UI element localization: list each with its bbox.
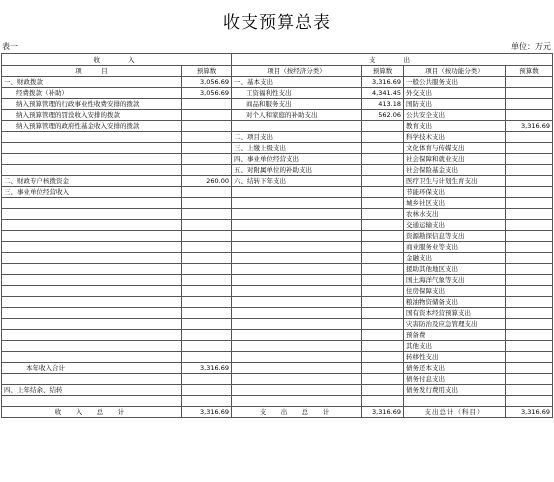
econ-budget-cell — [362, 286, 404, 297]
func-item-cell: 预备费 — [404, 330, 506, 341]
table-row — [2, 297, 553, 308]
income-budget-cell: 260.00 — [182, 176, 232, 187]
econ-budget-cell — [362, 264, 404, 275]
func-budget-cell — [506, 385, 553, 396]
econ-budget-cell — [362, 132, 404, 143]
header-row-sections — [2, 54, 553, 66]
func-budget-cell — [506, 88, 553, 99]
econ-item-cell — [232, 319, 362, 330]
econ-budget-cell — [362, 330, 404, 341]
func-item-cell: 社会保障和就业支出 — [404, 154, 506, 165]
func-item-cell: 住房保障支出 — [404, 286, 506, 297]
table-row — [2, 242, 553, 253]
func-item-cell: 国有资本经营预算支出 — [404, 308, 506, 319]
func-total-label: 支出总计（科目） — [404, 407, 506, 418]
func-budget-cell — [506, 99, 553, 110]
func-budget-cell — [506, 198, 553, 209]
func-budget-cell — [506, 209, 553, 220]
func-item-cell: 教育支出 — [404, 121, 506, 132]
func-item-cell: 一般公共服务支出 — [404, 77, 506, 88]
econ-item-cell — [232, 341, 362, 352]
expense-total-value: 3,316.69 — [362, 407, 404, 418]
econ-budget-cell — [362, 363, 404, 374]
econ-item-cell — [232, 242, 362, 253]
econ-item-cell — [232, 187, 362, 198]
econ-budget-cell — [362, 198, 404, 209]
func-item-cell: 债务还本支出 — [404, 363, 506, 374]
income-item-cell — [2, 154, 182, 165]
income-item-cell — [2, 165, 182, 176]
func-budget-cell — [506, 308, 553, 319]
func-budget-cell — [506, 374, 553, 385]
func-budget-cell — [506, 319, 553, 330]
func-budget-cell — [506, 187, 553, 198]
econ-budget-cell: 3,316.69 — [362, 77, 404, 88]
income-item-cell: 经费拨款（补助） — [2, 88, 182, 99]
econ-budget-cell — [362, 187, 404, 198]
table-row — [2, 330, 553, 341]
expense-total-label: 支 出 总 计 — [232, 407, 362, 418]
income-budget-cell: 3,056.69 — [182, 88, 232, 99]
income-budget-cell — [182, 308, 232, 319]
income-item-cell — [2, 198, 182, 209]
econ-item-cell: 三、上缴上级支出 — [232, 143, 362, 154]
econ-budget-cell — [362, 242, 404, 253]
func-item-cell: 商业服务业等支出 — [404, 242, 506, 253]
func-item-cell: 粮油物资储备支出 — [404, 297, 506, 308]
table-row — [2, 132, 553, 143]
income-budget-cell — [182, 297, 232, 308]
econ-item-cell — [232, 220, 362, 231]
func-item-cell: 援助其他地区支出 — [404, 264, 506, 275]
table-row — [2, 198, 553, 209]
func-item-cell: 社会保险基金支出 — [404, 165, 506, 176]
func-budget-cell — [506, 352, 553, 363]
econ-budget-cell — [362, 374, 404, 385]
econ-budget-cell — [362, 154, 404, 165]
table-row — [2, 165, 553, 176]
table-row — [2, 396, 553, 407]
econ-item-cell — [232, 374, 362, 385]
table-row — [2, 77, 553, 88]
income-total-label: 收 入 总 计 — [2, 407, 182, 418]
econ-budget-cell — [362, 275, 404, 286]
func-item-cell: 金融支出 — [404, 253, 506, 264]
econ-budget-cell — [362, 220, 404, 231]
income-item-cell — [2, 275, 182, 286]
func-item-cell: 交通运输支出 — [404, 220, 506, 231]
econ-item-cell: 五、对附属单位的补助支出 — [232, 165, 362, 176]
income-item-cell — [2, 132, 182, 143]
income-budget-cell — [182, 209, 232, 220]
econ-budget-header: 预算数 — [362, 66, 404, 77]
income-budget-cell — [182, 198, 232, 209]
table-row — [2, 176, 553, 187]
econ-item-cell: 二、项目支出 — [232, 132, 362, 143]
func-budget-cell — [506, 110, 553, 121]
income-item-cell — [2, 352, 182, 363]
econ-budget-cell — [362, 209, 404, 220]
income-budget-cell — [182, 275, 232, 286]
income-item-cell — [2, 297, 182, 308]
header-row-columns — [2, 66, 553, 77]
func-budget-cell — [506, 220, 553, 231]
econ-budget-cell — [362, 297, 404, 308]
table-row — [2, 275, 553, 286]
page-title: 收支预算总表 — [223, 13, 331, 33]
func-budget-cell — [506, 143, 553, 154]
income-item-cell — [2, 220, 182, 231]
income-budget-cell — [182, 231, 232, 242]
income-item-cell: 纳入预算管理的罚没收入安排的拨款 — [2, 110, 182, 121]
income-item-cell: 纳入预算管理的政府性基金收入安排的拨款 — [2, 121, 182, 132]
func-budget-cell — [506, 396, 553, 407]
func-budget-cell — [506, 363, 553, 374]
func-item-cell — [404, 396, 506, 407]
func-item-cell: 外交支出 — [404, 88, 506, 99]
table-row — [2, 374, 553, 385]
income-budget-cell — [182, 396, 232, 407]
func-item-header: 项目（按功能分类） — [404, 66, 506, 77]
func-item-cell: 科学技术支出 — [404, 132, 506, 143]
table-row — [2, 264, 553, 275]
econ-item-cell: 商品和服务支出 — [232, 99, 362, 110]
func-budget-header: 预算数 — [506, 66, 553, 77]
table-row — [2, 352, 553, 363]
func-budget-cell — [506, 242, 553, 253]
income-budget-cell — [182, 99, 232, 110]
func-item-cell: 农林水支出 — [404, 209, 506, 220]
func-item-cell: 转移性支出 — [404, 352, 506, 363]
func-budget-cell — [506, 77, 553, 88]
income-item-cell — [2, 253, 182, 264]
income-budget-cell — [182, 110, 232, 121]
econ-budget-cell — [362, 308, 404, 319]
income-budget-cell — [182, 286, 232, 297]
func-budget-cell — [506, 165, 553, 176]
income-total-value: 3,316.69 — [182, 407, 232, 418]
form-number: 表一 — [2, 42, 18, 51]
table-row — [2, 88, 553, 99]
func-item-cell: 债务发行费用支出 — [404, 385, 506, 396]
func-total-value: 3,316.69 — [506, 407, 553, 418]
econ-item-header: 项目（按经济分类） — [232, 66, 362, 77]
econ-budget-cell — [362, 253, 404, 264]
income-item-cell — [2, 330, 182, 341]
unit-label: 单位：万元 — [511, 42, 551, 51]
func-item-cell: 文化体育与传媒支出 — [404, 143, 506, 154]
func-budget-cell — [506, 341, 553, 352]
income-item-cell — [2, 231, 182, 242]
econ-item-cell: 对个人和家庭的补助支出 — [232, 110, 362, 121]
income-section-header: 收 入 — [2, 54, 232, 66]
econ-budget-cell — [362, 341, 404, 352]
income-budget-cell — [182, 374, 232, 385]
econ-item-cell — [232, 396, 362, 407]
econ-item-cell — [232, 231, 362, 242]
income-budget-header: 预算数 — [182, 66, 232, 77]
func-item-cell: 国防支出 — [404, 99, 506, 110]
table-row — [2, 209, 553, 220]
func-budget-cell — [506, 132, 553, 143]
income-item-cell: 三、事业单位经营收入 — [2, 187, 182, 198]
econ-budget-cell — [362, 143, 404, 154]
income-item-cell — [2, 308, 182, 319]
income-item-cell — [2, 319, 182, 330]
table-row — [2, 99, 553, 110]
func-budget-cell — [506, 286, 553, 297]
econ-item-cell — [232, 352, 362, 363]
income-item-cell — [2, 374, 182, 385]
func-budget-cell — [506, 297, 553, 308]
func-item-cell: 灾害防治及应急管理支出 — [404, 319, 506, 330]
income-item-cell — [2, 264, 182, 275]
income-budget-cell — [182, 242, 232, 253]
income-budget-cell — [182, 132, 232, 143]
income-item-cell: 四、上年结余、结转 — [2, 385, 182, 396]
income-budget-cell — [182, 121, 232, 132]
econ-budget-cell — [362, 165, 404, 176]
econ-item-cell — [232, 330, 362, 341]
income-budget-cell — [182, 352, 232, 363]
func-item-cell: 节能环保支出 — [404, 187, 506, 198]
econ-budget-cell — [362, 396, 404, 407]
table-row — [2, 341, 553, 352]
func-budget-cell — [506, 264, 553, 275]
income-item-cell — [2, 286, 182, 297]
econ-item-cell — [232, 209, 362, 220]
income-budget-cell — [182, 154, 232, 165]
table-row — [2, 154, 553, 165]
income-budget-cell — [182, 253, 232, 264]
income-item-header: 项 目 — [2, 66, 182, 77]
income-budget-cell — [182, 319, 232, 330]
func-budget-cell — [506, 231, 553, 242]
income-budget-cell: 3,056.69 — [182, 77, 232, 88]
econ-budget-cell — [362, 231, 404, 242]
econ-item-cell: 工资福利性支出 — [232, 88, 362, 99]
econ-budget-cell: 413.18 — [362, 99, 404, 110]
func-budget-cell — [506, 176, 553, 187]
econ-budget-cell — [362, 352, 404, 363]
econ-budget-cell: 562.06 — [362, 110, 404, 121]
func-budget-cell: 3,316.69 — [506, 121, 553, 132]
econ-item-cell — [232, 286, 362, 297]
income-item-cell: 一、财政拨款 — [2, 77, 182, 88]
income-item-cell: 二、财政专户核拨资金 — [2, 176, 182, 187]
income-item-cell — [2, 341, 182, 352]
table-row — [2, 363, 553, 374]
table-row — [2, 286, 553, 297]
func-item-cell: 医疗卫生与计划生育支出 — [404, 176, 506, 187]
total-row — [2, 407, 553, 418]
econ-item-cell — [232, 253, 362, 264]
income-item-cell — [2, 209, 182, 220]
econ-budget-cell — [362, 121, 404, 132]
econ-item-cell — [232, 198, 362, 209]
func-item-cell: 债务付息支出 — [404, 374, 506, 385]
econ-item-cell: 四、事业单位经营支出 — [232, 154, 362, 165]
income-budget-cell — [182, 165, 232, 176]
func-budget-cell — [506, 154, 553, 165]
income-item-cell: 本年收入合计 — [2, 363, 182, 374]
econ-budget-cell — [362, 176, 404, 187]
income-budget-cell — [182, 385, 232, 396]
table-row — [2, 110, 553, 121]
income-budget-cell — [182, 220, 232, 231]
expense-section-header: 支 出 — [232, 54, 553, 66]
table-row — [2, 220, 553, 231]
econ-item-cell: 一、基本支出 — [232, 77, 362, 88]
income-budget-cell — [182, 264, 232, 275]
econ-item-cell: 六、结转下年支出 — [232, 176, 362, 187]
func-item-cell: 其他支出 — [404, 341, 506, 352]
income-item-cell — [2, 143, 182, 154]
func-budget-cell — [506, 330, 553, 341]
econ-item-cell — [232, 121, 362, 132]
table-row — [2, 231, 553, 242]
table-row — [2, 385, 553, 396]
func-item-cell: 公共安全支出 — [404, 110, 506, 121]
table-row — [2, 121, 553, 132]
func-budget-cell — [506, 253, 553, 264]
func-item-cell: 城乡社区支出 — [404, 198, 506, 209]
func-item-cell: 资源勘探信息等支出 — [404, 231, 506, 242]
econ-item-cell — [232, 363, 362, 374]
func-budget-cell — [506, 275, 553, 286]
income-item-cell — [2, 396, 182, 407]
econ-item-cell — [232, 308, 362, 319]
econ-budget-cell — [362, 319, 404, 330]
econ-item-cell — [232, 297, 362, 308]
income-budget-cell — [182, 143, 232, 154]
table-row — [2, 187, 553, 198]
econ-item-cell — [232, 275, 362, 286]
econ-item-cell — [232, 385, 362, 396]
econ-budget-cell — [362, 385, 404, 396]
table-row — [2, 143, 553, 154]
income-item-cell — [2, 242, 182, 253]
table-row — [2, 253, 553, 264]
func-item-cell: 国土海洋气象等支出 — [404, 275, 506, 286]
econ-item-cell — [232, 264, 362, 275]
income-budget-cell — [182, 330, 232, 341]
table-row — [2, 308, 553, 319]
income-budget-cell — [182, 187, 232, 198]
income-item-cell: 纳入预算管理的行政事业性收费安排的拨款 — [2, 99, 182, 110]
income-budget-cell — [182, 341, 232, 352]
income-budget-cell: 3,316.69 — [182, 363, 232, 374]
budget-table — [1, 53, 553, 418]
econ-budget-cell: 4,341.45 — [362, 88, 404, 99]
table-row — [2, 319, 553, 330]
